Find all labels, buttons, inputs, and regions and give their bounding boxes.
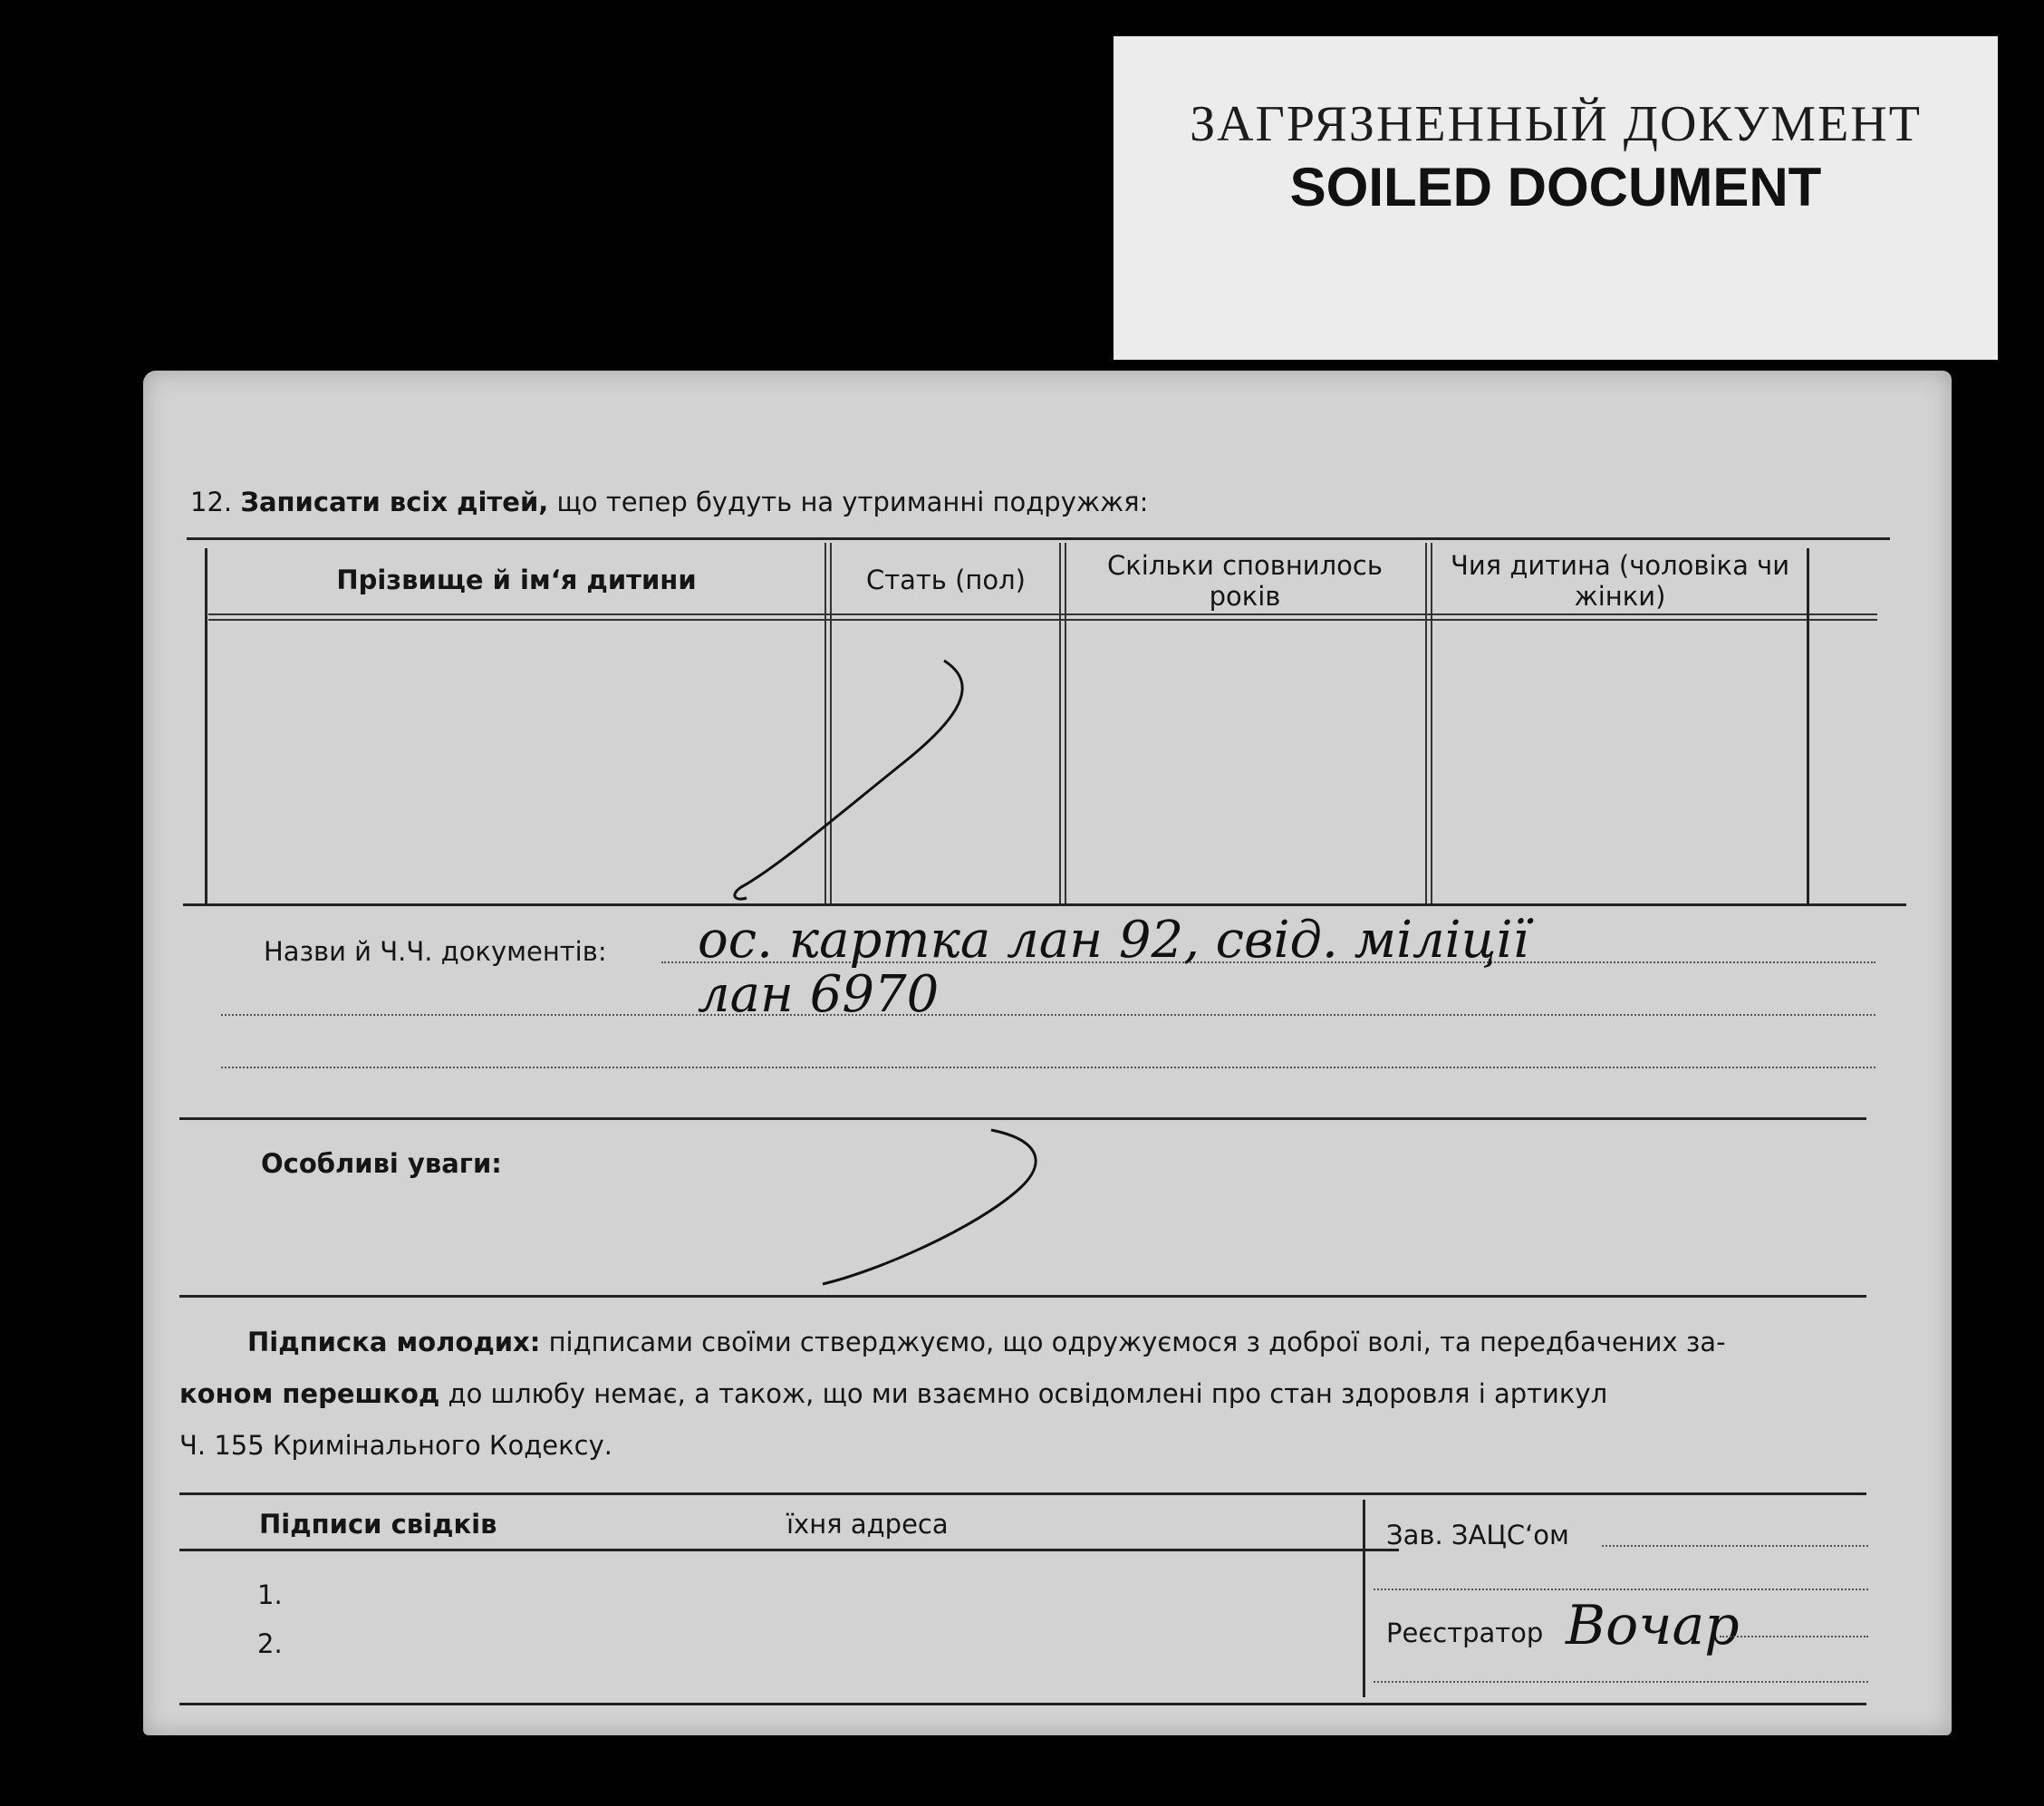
registrar-signature: Вочар (1566, 1594, 1740, 1657)
remarks-bottom-rule (179, 1295, 1866, 1298)
soiled-document-label (1114, 36, 1998, 360)
soiled-document-ru: ЗАГРЯЗНЕННЫЙ ДОКУМЕНТ (1190, 96, 1922, 152)
registry-form-card (143, 371, 1952, 1735)
section-12-title-bold: Записати всіх дітей, (240, 487, 549, 517)
section-12-title-rest: що тепер будуть на утриманні подружжя: (556, 487, 1149, 517)
zags-second-dotted-line (1374, 1589, 1868, 1590)
column-header-whose-child: Чия дитина (чоловіка чи жінки) (1450, 550, 1790, 612)
zags-head-dotted-line (1602, 1545, 1868, 1547)
documents-handwritten-line-2: лан 6970 (698, 965, 940, 1024)
column-header-age: Скільки сповнилось років (1107, 550, 1383, 612)
declaration-text-2: до шлюбу немає, а також, що ми взаємно освідомлені про стан здоровля і артикул (448, 1378, 1608, 1409)
registrar-second-dotted-line (1374, 1681, 1868, 1683)
documents-label: Назви й Ч.Ч. документів: (264, 936, 607, 967)
witness-address-header: їхня адреса (786, 1509, 949, 1540)
declaration-label: Підписка молодих: (247, 1327, 541, 1357)
signatures-bottom-rule (179, 1703, 1866, 1705)
declaration-paragraph (179, 1317, 1852, 1472)
witness-signatures-header: Підписи свідків (259, 1509, 497, 1540)
soiled-document-en: SOILED DOCUMENT (1289, 157, 1822, 217)
column-header-child-name: Прізвище й ім‘я дитини (336, 565, 697, 595)
witness-header-rule (179, 1549, 1399, 1551)
signatures-column-divider (1363, 1500, 1365, 1697)
declaration-text-1: підписами своїми стверджуємо, що одружуємося з доброї волі, та передбачених за- (548, 1327, 1726, 1357)
remarks-label: Особливі уваги: (261, 1148, 502, 1179)
witness-row-1: 1. (257, 1579, 283, 1610)
zags-head-label: Зав. ЗАЦС‘ом (1386, 1520, 1569, 1550)
declaration-text-2-bold: коном перешкод (179, 1378, 440, 1409)
declaration-text-3: Ч. 155 Кримінального Кодексу. (179, 1430, 612, 1461)
witness-row-2: 2. (257, 1628, 283, 1659)
documents-handwritten-line-1: ос. картка лан 92, свід. міліції (698, 911, 1529, 970)
signatures-top-rule (179, 1492, 1866, 1495)
column-header-sex: Стать (пол) (866, 565, 1026, 595)
registrar-label: Реєстратор (1386, 1618, 1544, 1648)
registrar-dotted-line (1720, 1636, 1868, 1637)
section-12-number: 12. (190, 487, 233, 517)
